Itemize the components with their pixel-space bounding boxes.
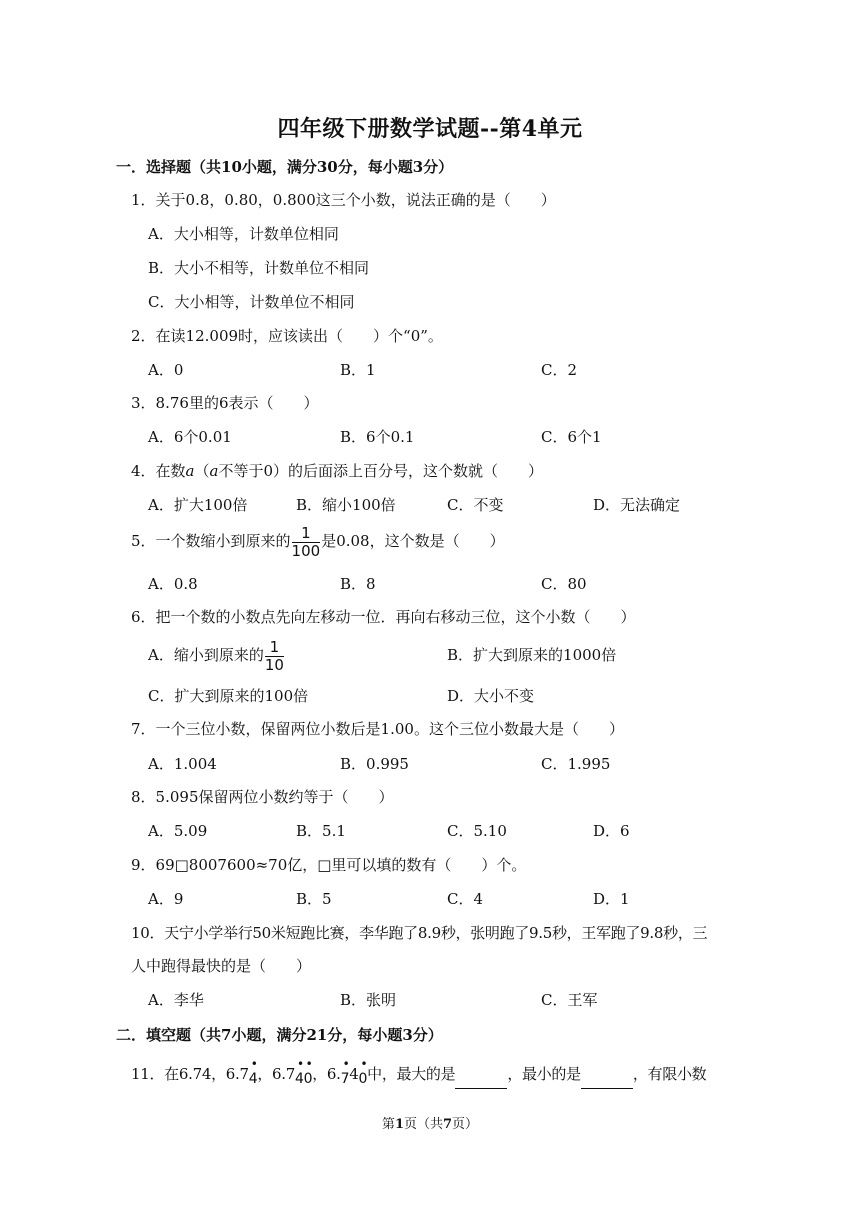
answer-blank[interactable] [581,1072,633,1089]
question-11 [131,1057,707,1089]
q6-fraction [265,639,284,674]
q10-option-c: C．王军 [541,991,598,1009]
q3-option-c: C．6个1 [541,428,602,446]
question-1: 1．关于0.8，0.80，0.800这三个小数，说法正确的是（ ） [131,191,556,209]
question-2: 2．在读12.009时，应该读出（ ）个“0”。 [131,327,443,345]
q4-option-a: A．扩大100倍 [148,496,248,514]
q10-option-b: B．张明 [340,991,397,1009]
q11-text-post-3: ，有限小数 [632,1065,707,1083]
repeat-dot-icon: • [305,1057,313,1071]
q11-digit-middle: 4 [349,1065,359,1083]
q7-option-c: C．1.995 [541,755,611,773]
footer-page-total: 7 [443,1117,453,1132]
repeat-dot-icon: • [297,1057,304,1071]
question-6: 6．把一个数的小数点先向左移动一位．再向右移动三位，这个小数（ ） [131,608,636,626]
q6-option-a [148,636,285,674]
q4-option-b: B．缩小100倍 [296,496,396,514]
q11-digit: 4 [248,1071,258,1087]
q5-option-a: A．0.8 [148,575,198,593]
question-10-line-1: 10．天宁小学举行50米短跑比赛，李华跑了8.9秒，张明跑了9.5秒，王军跑了9.8秒，三 [131,924,708,942]
q9-option-a: A．9 [148,890,184,908]
q1-option-a: A．大小相等，计数单位相同 [148,225,339,243]
q4-text-pre: 4．在数 [131,462,186,480]
page-footer [0,1113,860,1132]
q4-text-mid: （ [194,462,210,480]
q3-option-a: A．6个0.01 [148,428,232,446]
repeat-dot-icon: • [360,1057,368,1071]
repeat-dot-icon: • [342,1057,350,1071]
q5-fraction-denominator: 100 [291,541,321,560]
q1-option-b: B．大小不相等，计数单位不相同 [148,259,370,277]
section-heading-choice: 一．选择题（共10小题，满分30分，每小题3分） [116,158,454,176]
q6-option-c: C．扩大到原来的100倍 [148,687,309,705]
q9-option-b: B．5 [296,890,332,908]
section-heading-fill: 二．填空题（共7小题，满分21分，每小题3分） [116,1026,443,1044]
q4-variable-a-2: a [209,462,219,480]
q5-option-b: B．8 [340,575,376,593]
repeat-dot-icon: • [250,1057,258,1071]
q2-option-b: B．1 [340,361,376,379]
q11-sep-1: ，6.7 [257,1065,296,1083]
question-9: 9．69□8007600≈70亿，□里可以填的数有（ ）个。 [131,856,527,874]
q11-text-post-2: ，最小的是 [507,1065,581,1083]
footer-page-number: 1 [394,1117,404,1132]
q9-option-c: C．4 [447,890,484,908]
q7-option-a: A．1.004 [148,755,217,773]
q4-option-d: D．无法确定 [593,496,681,514]
question-7: 7．一个三位小数，保留两位小数后是1.00。这个三位小数最大是（ ） [131,720,624,738]
q6-option-d: D．大小不变 [447,687,535,705]
q11-text-pre: 11．在6.74，6.7 [131,1065,249,1083]
q11-text-post-1: 中，最大的是 [367,1065,456,1083]
question-4 [131,461,543,481]
q7-option-b: B．0.995 [340,755,409,773]
q11-repeating-digit-3b [358,1057,368,1089]
q11-repeating-digit-2b [303,1057,313,1089]
q6-fraction-numerator: 1 [265,639,284,657]
q6-option-b: B．扩大到原来的1000倍 [447,646,617,664]
q11-digit: 0 [358,1071,368,1087]
q11-repeating-digit-3a [340,1057,350,1089]
footer-mid: 页（共 [403,1117,443,1132]
footer-post: 页） [452,1117,479,1132]
q11-repeating-digit-2a [295,1057,304,1089]
q5-fraction-numerator: 1 [292,525,321,543]
q5-text-post: 是0.08，这个数是（ ） [321,532,505,550]
q8-option-a: A．5.09 [148,822,208,840]
q11-digit: 4 [295,1071,304,1087]
footer-pre: 第 [381,1117,395,1132]
page-title: 四年级下册数学试题--第4单元 [277,116,583,142]
q10-option-a: A．李华 [148,991,204,1009]
q2-option-c: C．2 [541,361,578,379]
q1-option-c: C．大小相等，计数单位不相同 [148,293,355,311]
q4-variable-a: a [185,462,195,480]
question-10-line-2: 人中跑得最快的是（ ） [131,957,312,975]
q5-text-pre: 5．一个数缩小到原来的 [131,532,291,550]
question-3: 3．8.76里的6表示（ ） [131,394,319,412]
q2-option-a: A．0 [148,361,184,379]
q8-option-d: D．6 [593,822,630,840]
q8-option-c: C．5.10 [447,822,507,840]
q3-option-b: B．6个0.1 [340,428,415,446]
question-8: 8．5.095保留两位小数约等于（ ） [131,788,394,806]
q11-digit: 0 [303,1071,313,1087]
q5-option-c: C．80 [541,575,587,593]
q11-repeating-digit-1 [248,1057,258,1089]
q4-option-c: C．不变 [447,496,504,514]
q6-fraction-denominator: 10 [264,655,284,674]
q8-option-b: B．5.1 [296,822,346,840]
q6-option-a-text: A．缩小到原来的 [148,646,264,664]
question-5 [131,522,505,560]
q5-fraction [292,525,321,560]
q11-digit: 7 [340,1071,350,1087]
q4-text-post: 不等于0）的后面添上百分号，这个数就（ ） [218,462,544,480]
answer-blank[interactable] [455,1072,507,1089]
q11-sep-2: ，6. [312,1065,341,1083]
q9-option-d: D．1 [593,890,630,908]
